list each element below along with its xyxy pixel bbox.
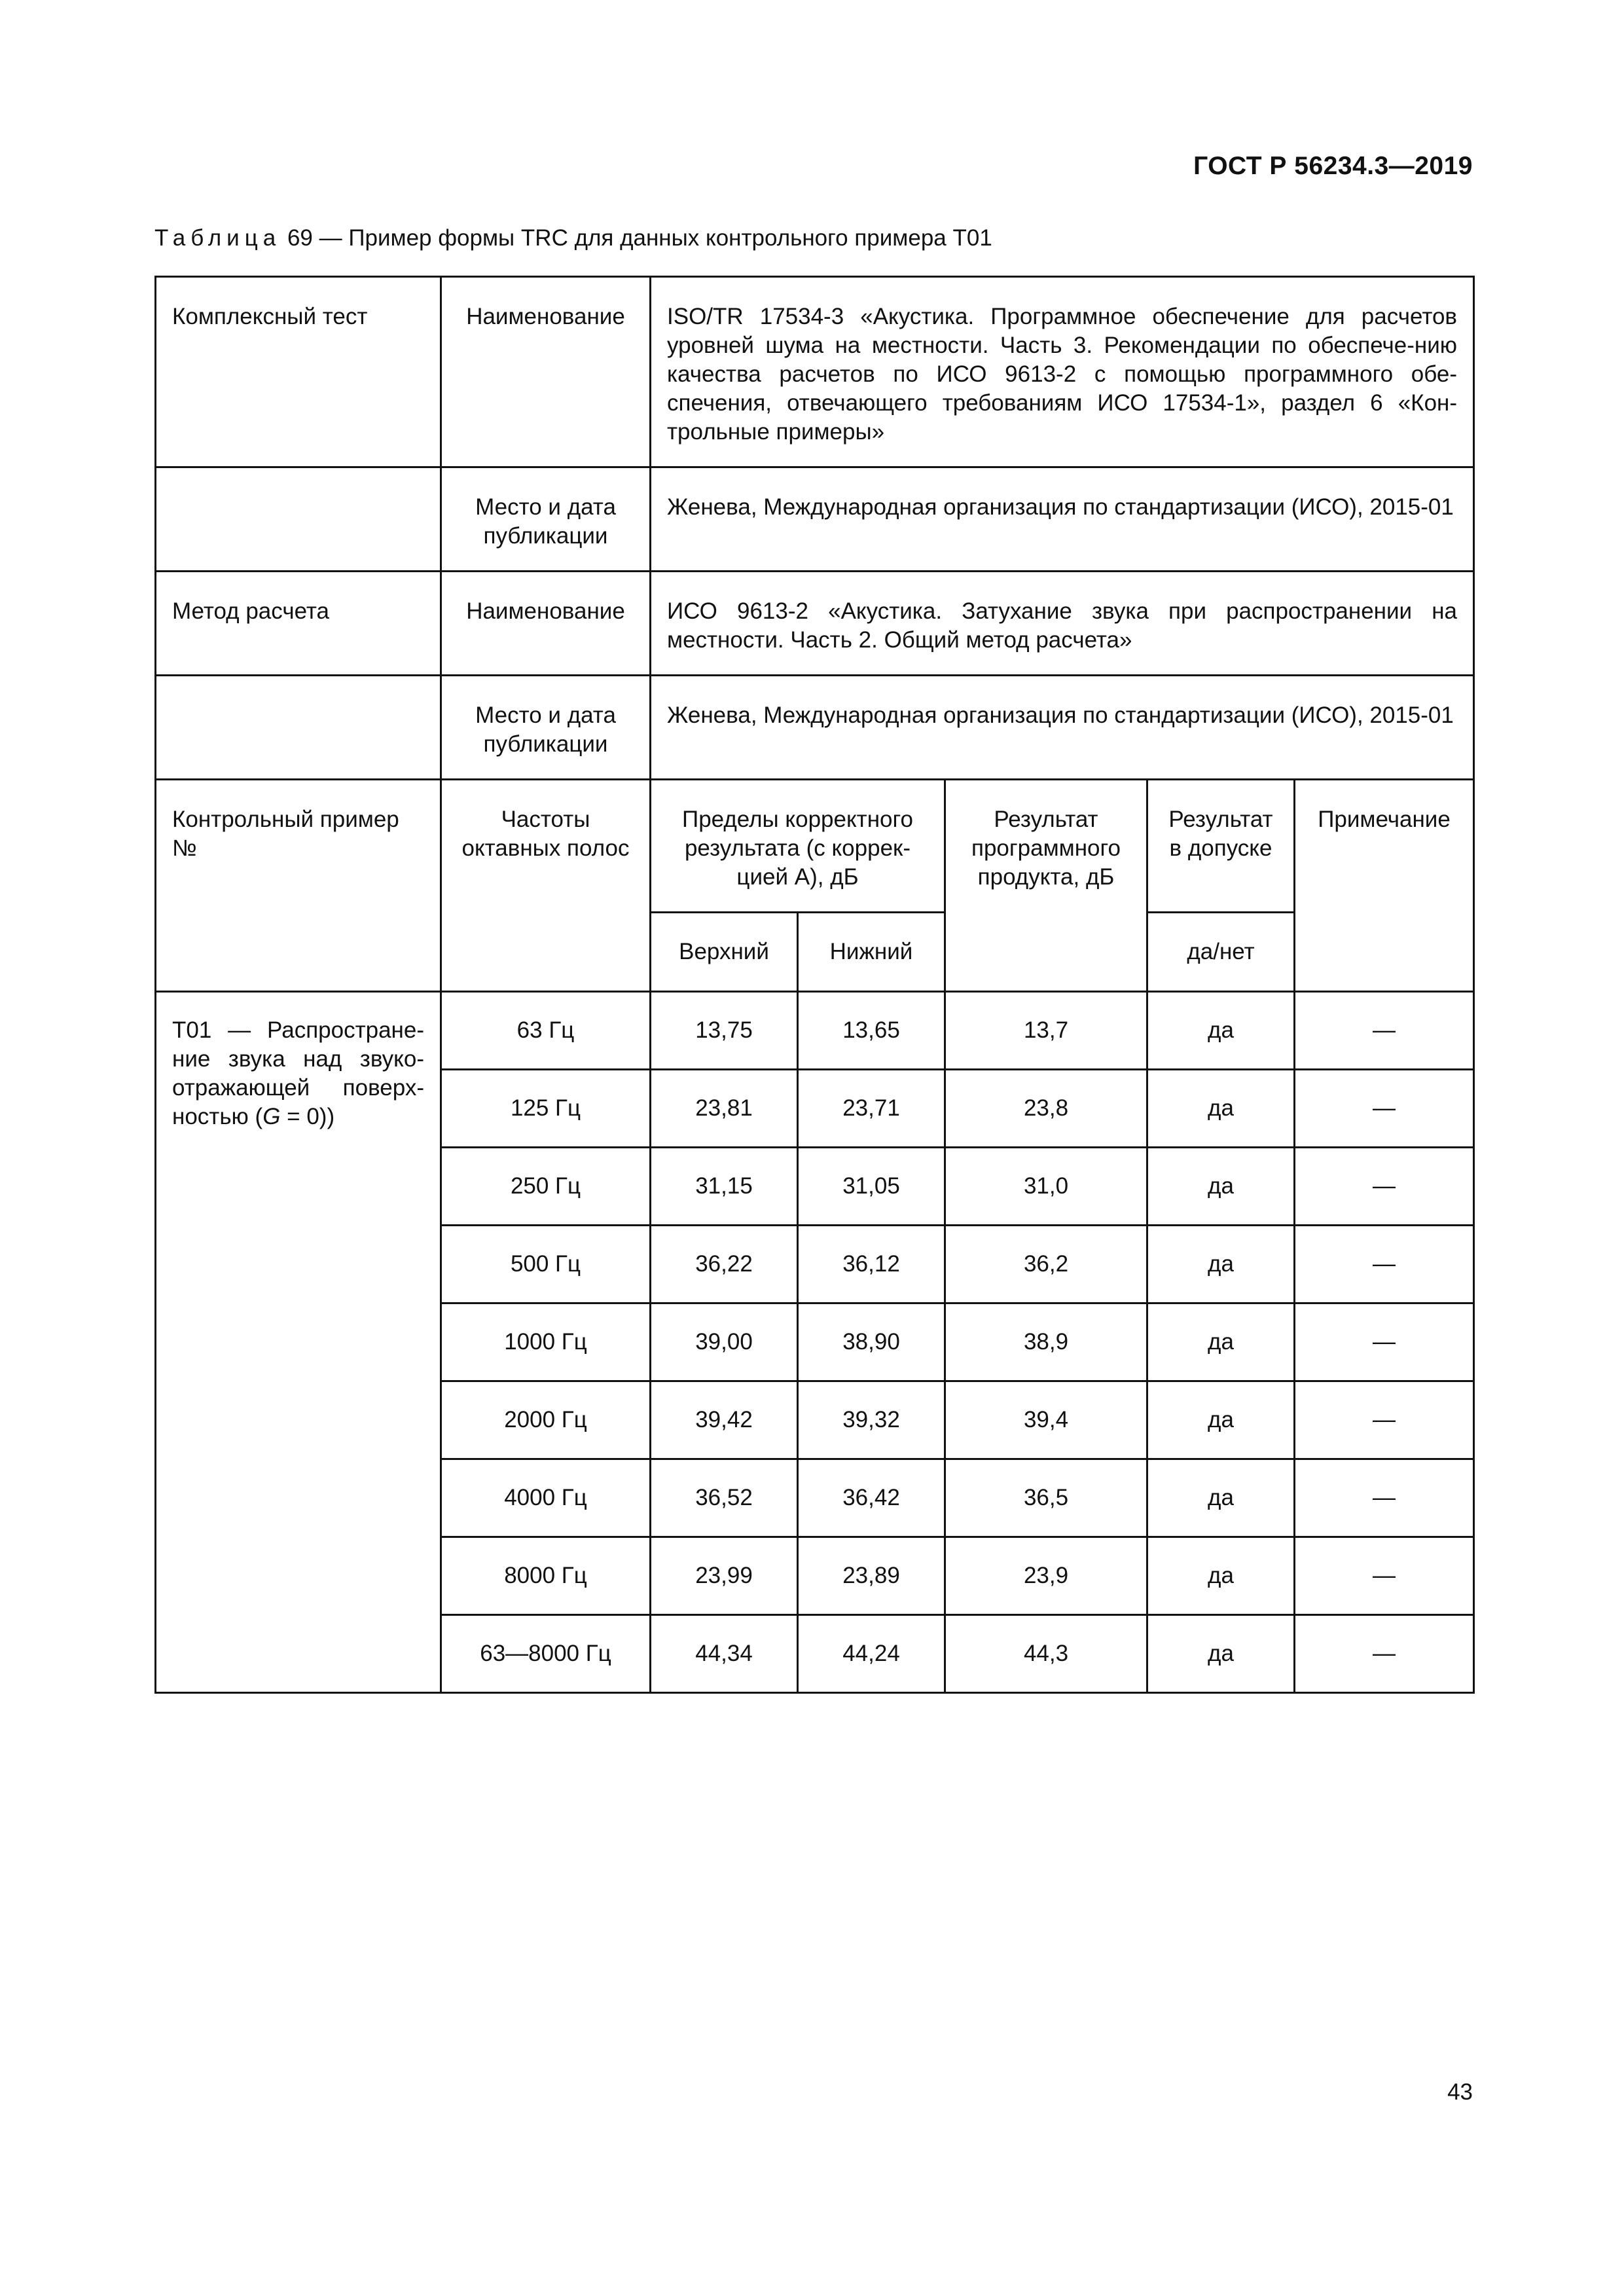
info-category-cell: Комплексный тест <box>156 277 441 467</box>
note-cell: — <box>1295 1537 1474 1615</box>
header-note: Примечание <box>1295 780 1474 992</box>
header-within-tolerance: Результат в допуске <box>1147 780 1295 913</box>
upper-cell: 13,75 <box>651 992 798 1070</box>
freq-cell: 1000 Гц <box>441 1303 651 1381</box>
info-row-test-name <box>156 277 1474 467</box>
header-case-no: Контрольный пример № <box>156 780 441 992</box>
ok-cell: да <box>1147 1459 1295 1537</box>
lower-cell: 23,71 <box>798 1070 945 1148</box>
ok-cell: да <box>1147 1381 1295 1459</box>
note-cell: — <box>1295 1615 1474 1693</box>
note-cell: — <box>1295 1381 1474 1459</box>
header-lower: Нижний <box>798 913 945 992</box>
lower-cell: 39,32 <box>798 1381 945 1459</box>
note-cell: — <box>1295 1070 1474 1148</box>
header-yes-no: да/нет <box>1147 913 1295 992</box>
ok-cell: да <box>1147 1070 1295 1148</box>
header-octave-bands: Частоты октавных полос <box>441 780 651 992</box>
info-value-cell: ИСО 9613-2 «Акустика. Затухание звука при распространении на местности. Часть 2. Общий метод расчета» <box>651 572 1474 676</box>
ok-cell: да <box>1147 1148 1295 1226</box>
freq-cell: 63—8000 Гц <box>441 1615 651 1693</box>
info-row-method-name <box>156 572 1474 676</box>
case-name-text: T01 — Распростране-ние звука над звуко-отражающей поверх-ностью ( <box>172 1017 424 1129</box>
note-cell: — <box>1295 1148 1474 1226</box>
freq-cell: 2000 Гц <box>441 1381 651 1459</box>
info-row-test-publication <box>156 467 1474 572</box>
case-g-symbol: G <box>262 1104 281 1129</box>
info-category-cell <box>156 676 441 780</box>
upper-cell: 39,00 <box>651 1303 798 1381</box>
header-upper: Верхний <box>651 913 798 992</box>
info-row-method-publication <box>156 676 1474 780</box>
upper-cell: 39,42 <box>651 1381 798 1459</box>
result-cell: 36,2 <box>945 1226 1147 1303</box>
note-cell: — <box>1295 1226 1474 1303</box>
upper-cell: 23,81 <box>651 1070 798 1148</box>
note-cell: — <box>1295 992 1474 1070</box>
result-cell: 36,5 <box>945 1459 1147 1537</box>
lower-cell: 23,89 <box>798 1537 945 1615</box>
header-row-main <box>156 780 1474 913</box>
info-field-cell: Место и дата публикации <box>441 676 651 780</box>
upper-cell: 44,34 <box>651 1615 798 1693</box>
upper-cell: 36,22 <box>651 1226 798 1303</box>
upper-cell: 36,52 <box>651 1459 798 1537</box>
lower-cell: 13,65 <box>798 992 945 1070</box>
table-caption <box>154 225 992 251</box>
note-cell: — <box>1295 1459 1474 1537</box>
ok-cell: да <box>1147 1303 1295 1381</box>
freq-cell: 8000 Гц <box>441 1537 651 1615</box>
result-cell: 23,9 <box>945 1537 1147 1615</box>
freq-cell: 125 Гц <box>441 1070 651 1148</box>
lower-cell: 38,90 <box>798 1303 945 1381</box>
document-code: ГОСТ Р 56234.3—2019 <box>1193 152 1473 180</box>
freq-cell: 250 Гц <box>441 1148 651 1226</box>
result-cell: 23,8 <box>945 1070 1147 1148</box>
freq-cell: 63 Гц <box>441 992 651 1070</box>
table-caption-text: 69 — Пример формы TRC для данных контрольного примера T01 <box>287 225 992 251</box>
info-value-cell: Женева, Международная организация по стандартизации (ИСО), 2015-01 <box>651 467 1474 572</box>
ok-cell: да <box>1147 1615 1295 1693</box>
result-cell: 31,0 <box>945 1148 1147 1226</box>
trc-form-table <box>154 276 1475 1694</box>
ok-cell: да <box>1147 1537 1295 1615</box>
lower-cell: 36,12 <box>798 1226 945 1303</box>
result-cell: 13,7 <box>945 992 1147 1070</box>
upper-cell: 23,99 <box>651 1537 798 1615</box>
freq-cell: 500 Гц <box>441 1226 651 1303</box>
info-category-cell <box>156 467 441 572</box>
case-g-value: = 0)) <box>280 1104 335 1129</box>
freq-cell: 4000 Гц <box>441 1459 651 1537</box>
ok-cell: да <box>1147 1226 1295 1303</box>
lower-cell: 31,05 <box>798 1148 945 1226</box>
lower-cell: 44,24 <box>798 1615 945 1693</box>
table-caption-label: Таблица <box>154 225 281 251</box>
upper-cell: 31,15 <box>651 1148 798 1226</box>
info-value-cell: Женева, Международная организация по стандартизации (ИСО), 2015-01 <box>651 676 1474 780</box>
header-limits: Пределы корректного результата (с коррек-цией А), дБ <box>651 780 945 913</box>
ok-cell: да <box>1147 992 1295 1070</box>
result-cell: 39,4 <box>945 1381 1147 1459</box>
info-field-cell: Наименование <box>441 572 651 676</box>
case-name-cell <box>156 992 441 1693</box>
header-product-result: Результат программного продукта, дБ <box>945 780 1147 992</box>
result-cell: 38,9 <box>945 1303 1147 1381</box>
page-number: 43 <box>1447 2079 1473 2105</box>
result-cell: 44,3 <box>945 1615 1147 1693</box>
note-cell: — <box>1295 1303 1474 1381</box>
info-field-cell: Место и дата публикации <box>441 467 651 572</box>
info-field-cell: Наименование <box>441 277 651 467</box>
lower-cell: 36,42 <box>798 1459 945 1537</box>
info-category-cell: Метод расчета <box>156 572 441 676</box>
table-row <box>156 992 1474 1070</box>
info-value-cell: ISO/TR 17534-3 «Акустика. Программное обеспечение для расчетов уровней шума на местности. Часть 3. Рекомендации по обеспече-нию качества расчетов по ИСО 9613-2 с помощью программного обе-спечения, отвечающего требованиям ИСО 17534-1», раздел 6 «Кон-трольные примеры» <box>651 277 1474 467</box>
